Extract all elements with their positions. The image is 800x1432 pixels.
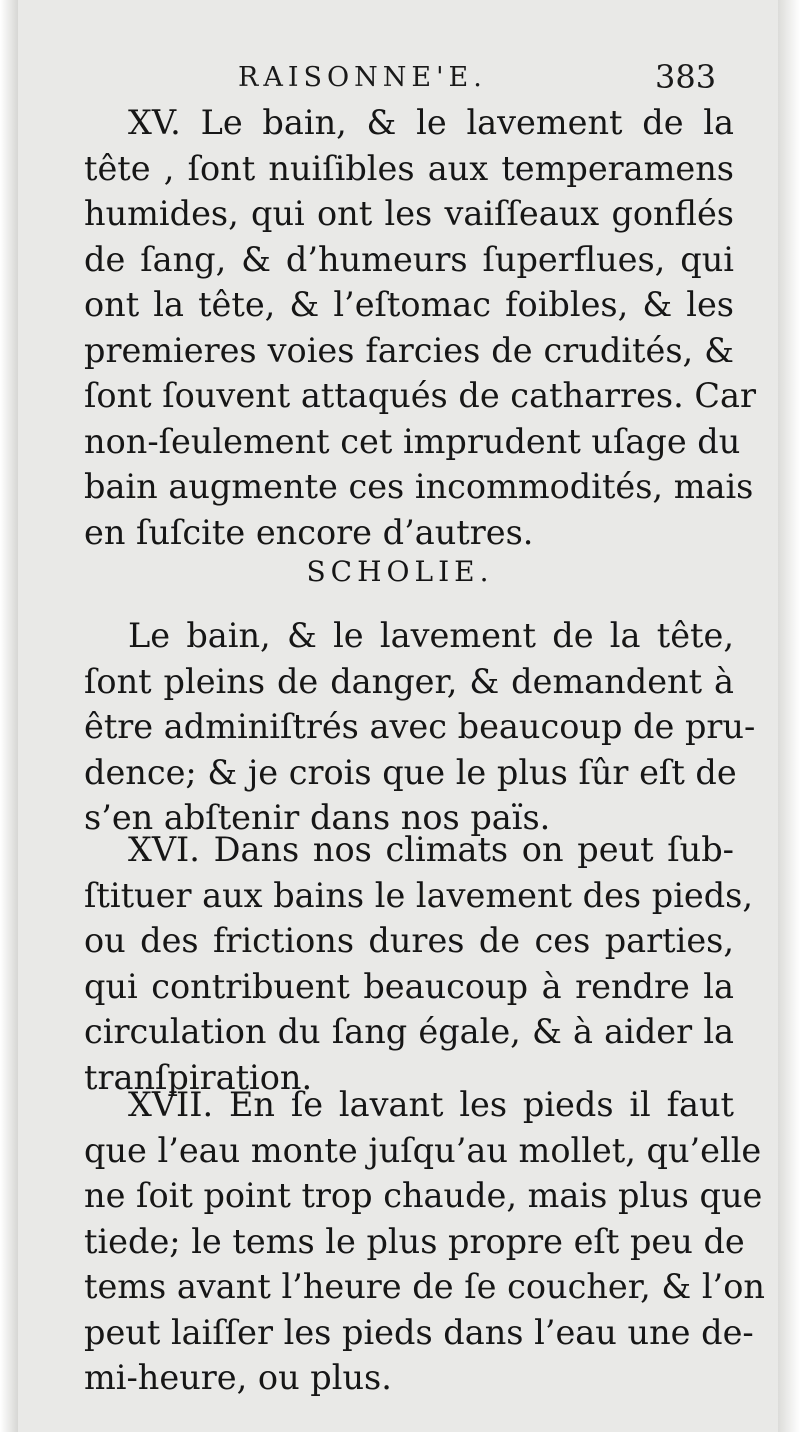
paragraph-xvi [84,827,754,1100]
text-line: tiede; le tems le plus propre eſt peu de [84,1221,745,1261]
text-line: XV. Le bain, & le lavement de la [128,103,734,142]
text-line: non-ſeulement cet imprudent uſage du [84,421,741,461]
text-line: en ſuſcite encore d’autres. [84,512,534,552]
text-line: que l’eau monte juſqu’au mollet, qu’elle [84,1130,762,1170]
running-head: RAISONNE'E. [238,62,487,93]
text-line: ne ſoit point trop chaude, mais plus que [84,1176,763,1215]
text-line: ſtituer aux bains le lavement des pieds, [84,875,754,915]
text-line: ont la tête, & l’eſtomac foibles, & les [84,285,734,324]
text-line: XVII. En ſe lavant les pieds il faut [128,1085,734,1124]
text-line: peut laiſſer les pieds dans l’eau une de- [84,1312,754,1352]
text-line: premieres voies farcies de crudités, & [84,330,734,370]
text-line: XVI. Dans nos climats on peut ſub- [128,830,734,869]
text-line: tête , ſont nuiſibles aux temperamens [84,148,734,188]
paragraph-xvii [84,1082,765,1401]
text-line: ou des frictions dures de ces parties, [84,921,734,960]
text-line: ſont pleins de danger, & demandent à [84,661,734,701]
text-line: tems avant l’heure de ſe coucher, & l’on [84,1267,765,1306]
text-line: humides, qui ont les vaiſſeaux gonflés [84,194,734,233]
text-line: Le bain, & le lavement de la tête, [128,616,734,655]
page-number: 383 [655,58,717,96]
text-line: ſont ſouvent attaqués de catharres. Car [84,376,757,415]
paragraph-xv [84,100,757,555]
scholie-heading: SCHOLIE. [306,555,494,588]
text-line: bain augmente ces incommodités, mais [84,467,754,506]
text-line: mi-heure, ou plus. [84,1358,392,1397]
text-line: circulation du ſang égale, & à aider la [84,1012,734,1051]
text-line: s’en abſtenir dans nos païs. [84,798,551,837]
text-line: dence; & je crois que le plus ſûr eſt de [84,752,737,792]
text-line: de ſang, & d’humeurs ſuperflues, qui [84,239,734,279]
page-header [0,58,800,98]
text-line: tranſpiration. [84,1057,313,1097]
text-line: qui contribuent beaucoup à rendre la [84,966,734,1006]
text-line: être adminiſtrés avec beaucoup de pru- [84,707,756,746]
paragraph-scholie [84,613,756,841]
